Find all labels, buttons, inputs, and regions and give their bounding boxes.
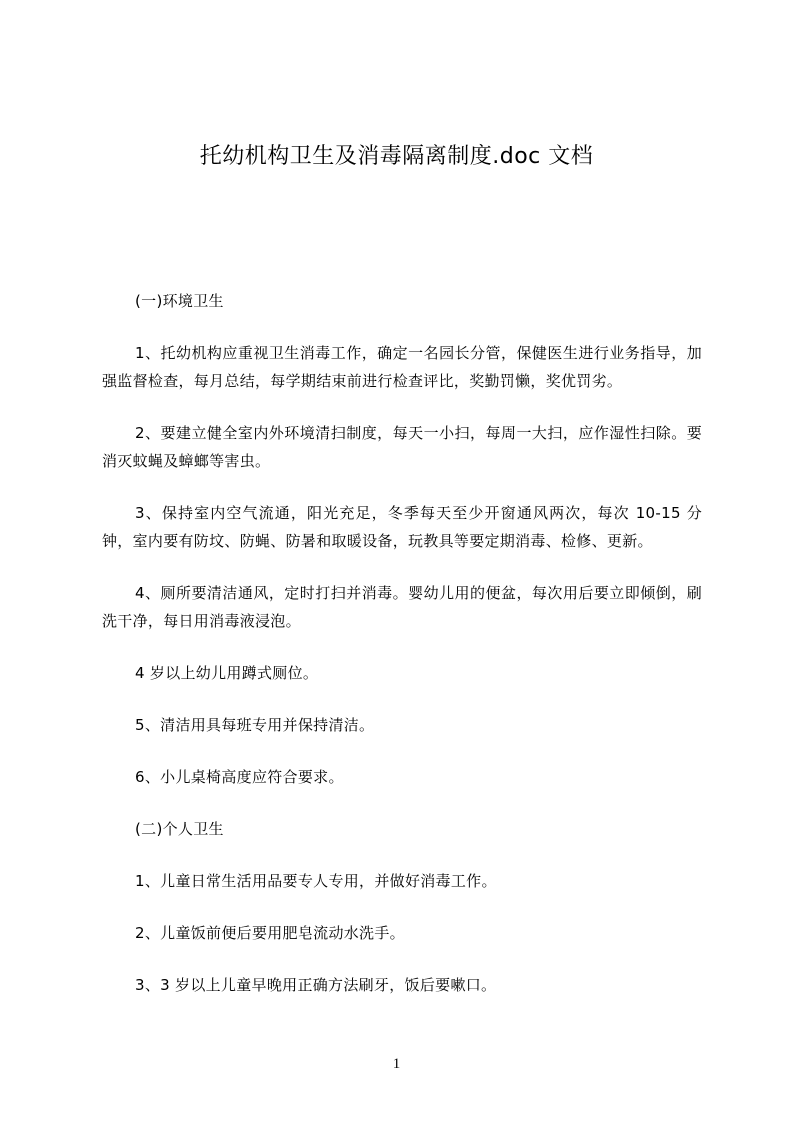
paragraph: 6、小儿桌椅高度应符合要求。	[135, 768, 344, 786]
paragraph: 2、儿童饭前便后要用肥皂流动水洗手。	[135, 924, 405, 942]
document-title: 托幼机构卫生及消毒隔离制度.doc 文档	[199, 144, 594, 169]
section-heading-personal: (二)个人卫生	[135, 820, 224, 838]
paragraph: 3、3 岁以上儿童早晚用正确方法刷牙，饭后要嗽口。	[135, 976, 497, 994]
paragraph: 4 岁以上幼儿用蹲式厕位。	[135, 664, 319, 682]
paragraph: 1、托幼机构应重视卫生消毒工作，确定一名园长分管，保健医生进行业务指导，加强监督检查，每月总结，每学期结束前进行检查评比，奖勤罚懒，奖优罚劣。	[102, 344, 702, 390]
paragraph: 3、保持室内空气流通，阳光充足，冬季每天至少开窗通风两次，每次 10-15 分钟，室内要有防坟、防蝇、防暑和取暖设备，玩教具等要定期消毒、检修、更新。	[102, 504, 702, 550]
section-heading-environment: (一)环境卫生	[135, 292, 224, 310]
paragraph: 4、厕所要清洁通风，定时打扫并消毒。婴幼儿用的便盆，每次用后要立即倾倒，刷洗干净，每日用消毒液浸泡。	[102, 584, 702, 630]
paragraph: 2、要建立健全室内外环境清扫制度，每天一小扫，每周一大扫，应作湿性扫除。要消灭蚊蝇及蟑螂等害虫。	[102, 424, 702, 470]
document-body	[102, 287, 702, 1023]
paragraph: 5、清洁用具每班专用并保持清洁。	[135, 716, 375, 734]
paragraph: 1、儿童日常生活用品要专人专用，并做好消毒工作。	[135, 872, 497, 890]
page-number: 1	[392, 1056, 401, 1072]
